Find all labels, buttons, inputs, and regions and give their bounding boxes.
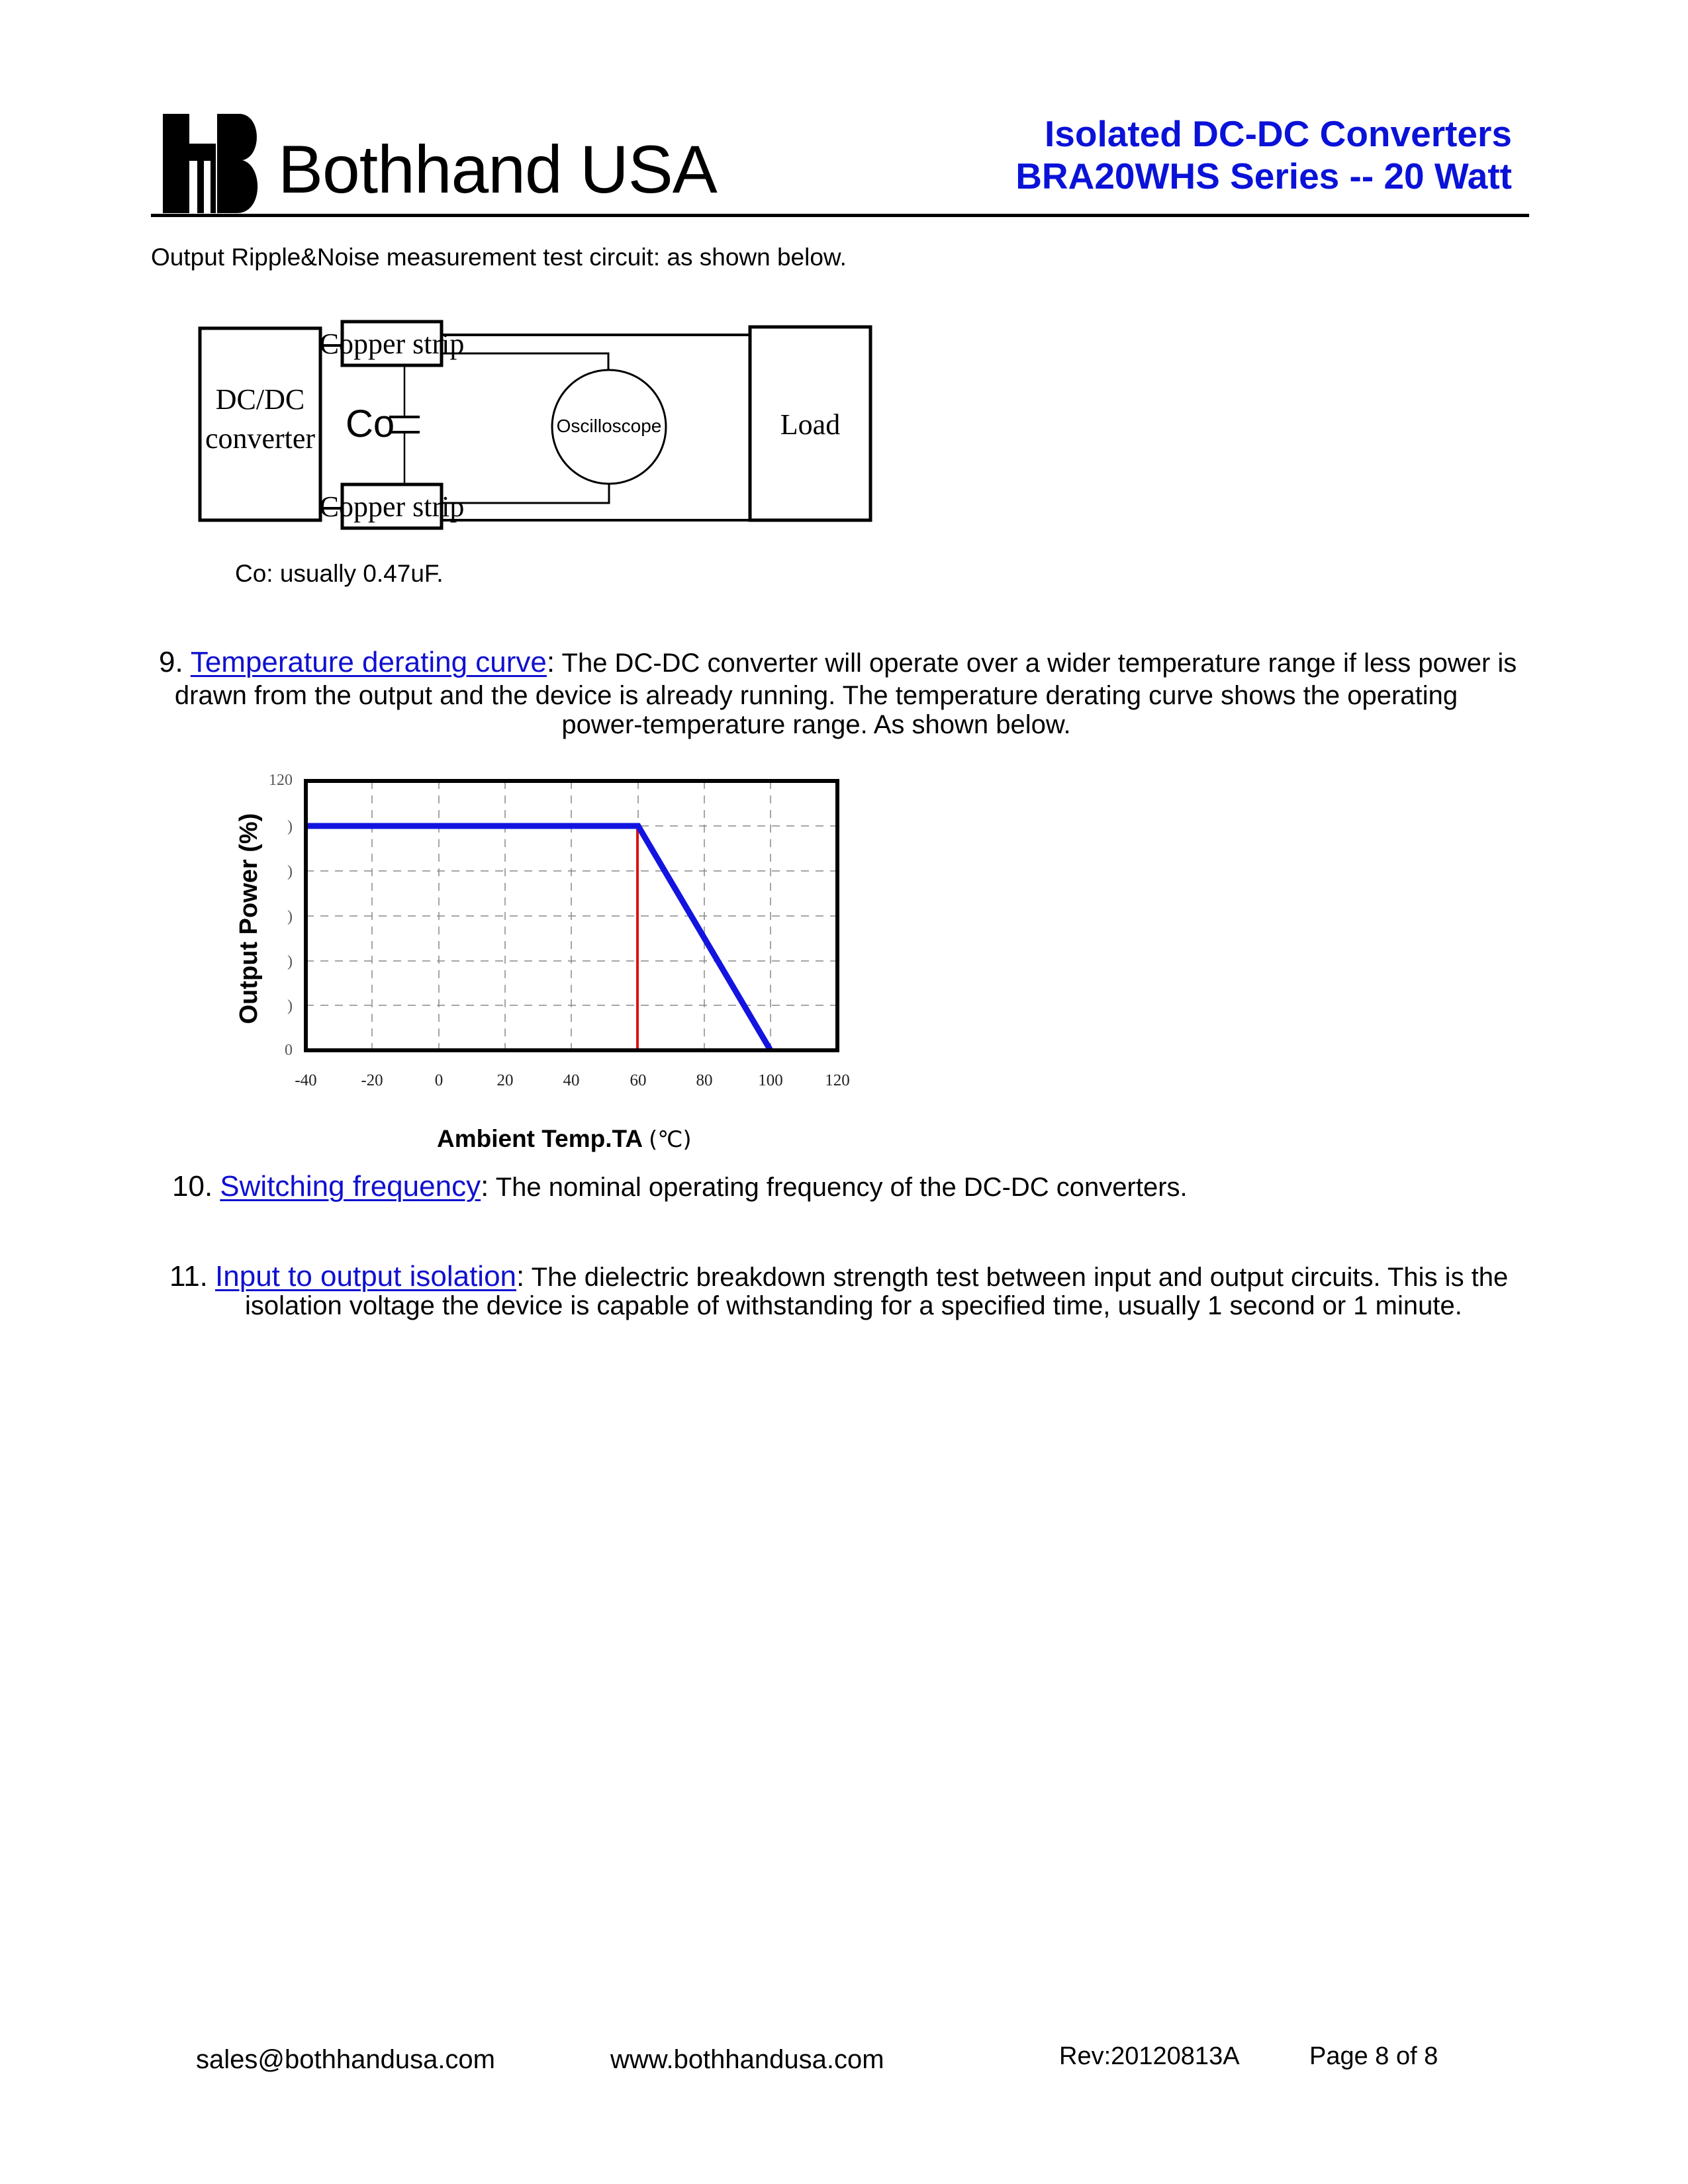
- x-tick: 40: [563, 1071, 580, 1089]
- capacitor-label: Co: [346, 402, 395, 445]
- x-tick: 60: [630, 1071, 647, 1089]
- section-11-text-line-1: The dielectric breakdown strength test between input and output circuits. This is the: [524, 1263, 1509, 1292]
- temperature-derating-chart: [218, 761, 880, 1171]
- document-title-line-1: Isolated DC-DC Converters: [1045, 113, 1512, 154]
- y-tick-0: 0: [285, 1042, 293, 1059]
- section-10-text: The nominal operating frequency of the DC-DC converters.: [489, 1173, 1188, 1202]
- x-tick: 80: [696, 1071, 713, 1089]
- y-tick-120: 120: [269, 772, 293, 789]
- section-9-text-line-2: drawn from the output and the device is already running. The temperature derating curve shows the operating: [174, 681, 1458, 710]
- x-tick: 20: [496, 1071, 514, 1089]
- section-colon: :: [546, 646, 555, 678]
- input-output-isolation-link[interactable]: Input to output isolation: [215, 1260, 517, 1293]
- section-11-heading: [169, 1261, 1508, 1293]
- x-axis-unit: (℃): [648, 1126, 692, 1153]
- header-divider: [151, 214, 1529, 217]
- derating-curve-line: [306, 826, 771, 1050]
- svg-text:): ): [287, 997, 293, 1015]
- section-11-text-line-2: isolation voltage the device is capable of withstanding for a specified time, usually 1 second or 1 minute.: [245, 1291, 1462, 1320]
- document-title-line-2: BRA20WHS Series -- 20 Watt: [1015, 156, 1512, 197]
- capacitor-note: Co: usually 0.47uF.: [235, 560, 444, 587]
- section-colon: :: [516, 1260, 525, 1293]
- document-title: [1015, 113, 1512, 197]
- x-axis-label-text: Ambient Temp.TA: [437, 1125, 642, 1152]
- converter-label-2: converter: [205, 422, 316, 455]
- brand-name: Bothhand USA: [278, 132, 717, 207]
- section-number: 11.: [169, 1260, 208, 1293]
- temperature-derating-curve-link[interactable]: Temperature derating curve: [190, 646, 547, 678]
- section-number: 10.: [172, 1170, 213, 1203]
- company-logo-mark: [163, 114, 262, 213]
- ripple-noise-test-circuit: [192, 318, 894, 543]
- x-axis-label: [437, 1125, 692, 1153]
- footer-website[interactable]: www.bothhandusa.com: [610, 2045, 884, 2074]
- x-tick: 0: [434, 1071, 444, 1089]
- svg-text:): ): [287, 863, 293, 880]
- x-tick: -40: [295, 1071, 317, 1089]
- oscilloscope-label: Oscilloscope: [556, 416, 662, 436]
- converter-label: DC/DC: [215, 383, 305, 416]
- footer-revision: Rev:20120813A: [1059, 2042, 1240, 2070]
- footer-email[interactable]: sales@bothhandusa.com: [196, 2045, 495, 2074]
- x-tick: 100: [758, 1071, 783, 1089]
- ripple-noise-intro: Output Ripple&Noise measurement test circuit: as shown below.: [151, 244, 847, 271]
- svg-text:): ): [287, 818, 293, 835]
- copper-strip-bottom-label: Copper strip: [319, 490, 465, 523]
- section-9-text-line-1: The DC-DC converter will operate over a wider temperature range if less power is: [555, 649, 1517, 678]
- y-axis-label: Output Power (%): [235, 813, 263, 1024]
- section-9-text-line-3: power-temperature range. As shown below.: [561, 710, 1071, 739]
- footer-page-number: Page 8 of 8: [1309, 2042, 1438, 2070]
- x-tick: 120: [825, 1071, 850, 1089]
- section-10-heading: [172, 1171, 1188, 1203]
- x-tick: -20: [361, 1071, 383, 1089]
- switching-frequency-link[interactable]: Switching frequency: [220, 1170, 481, 1203]
- svg-text:): ): [287, 953, 293, 970]
- svg-text:): ): [287, 908, 293, 925]
- chart-gridlines: [306, 781, 837, 1050]
- section-colon: :: [481, 1170, 489, 1203]
- section-number: 9.: [159, 646, 183, 678]
- section-9-text-line-2-row: [0, 680, 1688, 711]
- section-9-heading: [159, 647, 1517, 678]
- section-9-text-line-3-row: [0, 709, 1688, 740]
- load-label: Load: [780, 408, 841, 441]
- copper-strip-top-label: Copper strip: [319, 328, 465, 360]
